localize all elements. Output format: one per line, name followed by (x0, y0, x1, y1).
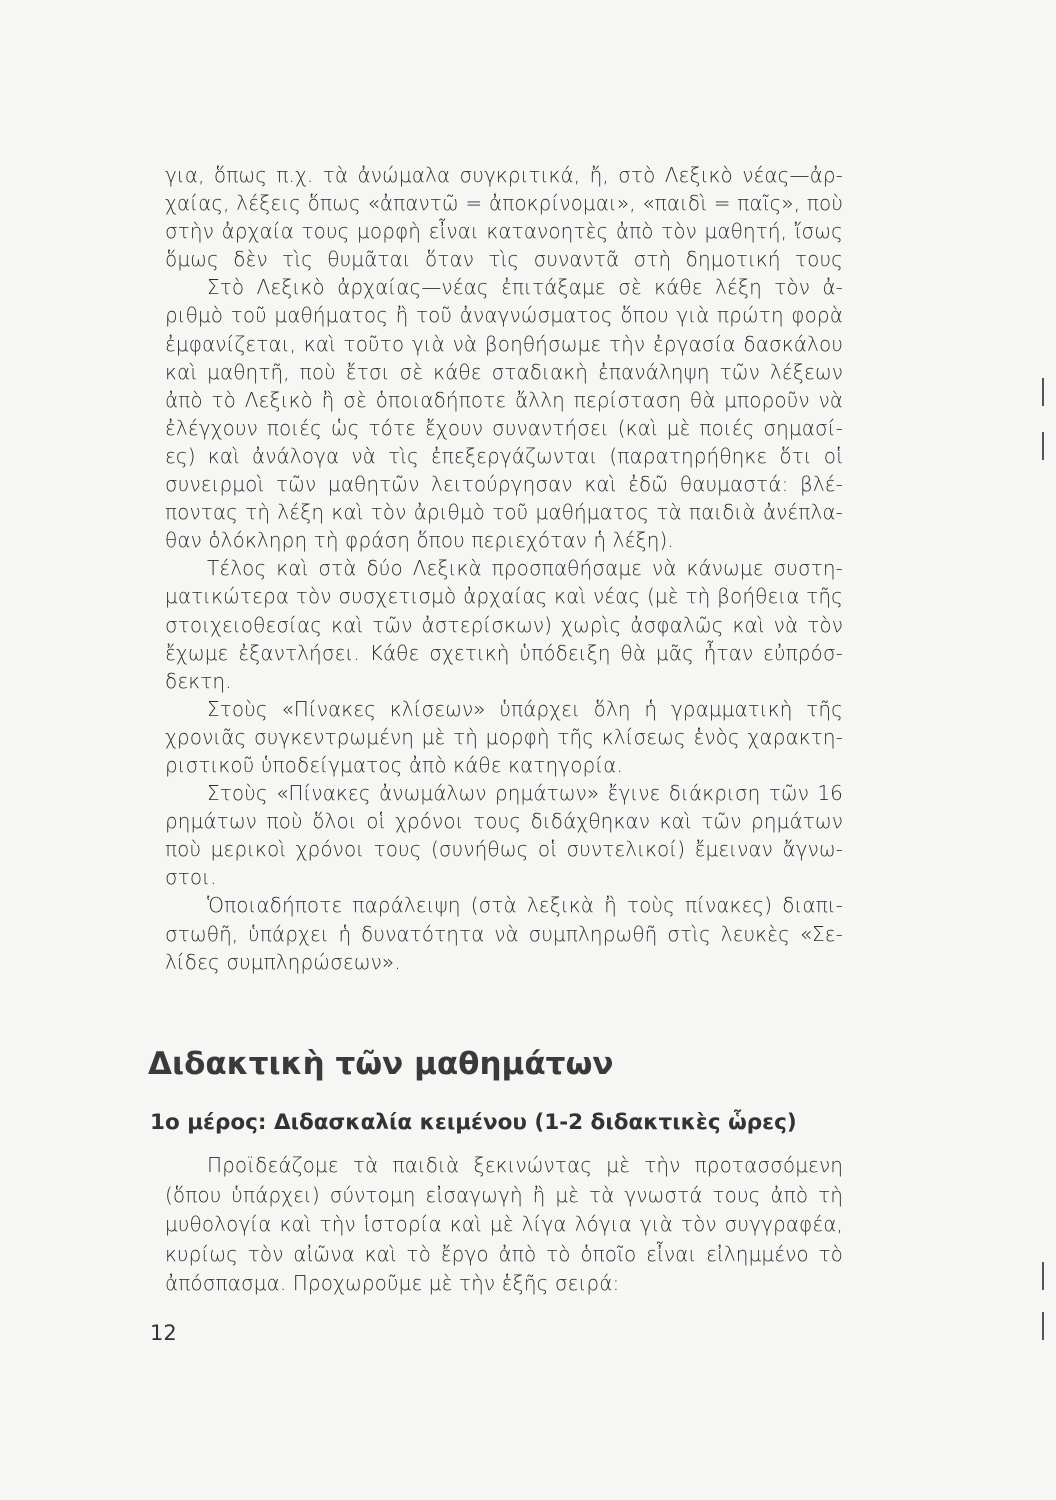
text-line: (ὅπου ὑπάρχει) σύντομη εἰσαγωγὴ ἢ μὲ τὰ γνωστά τους ἀπὸ τὴ (165, 1182, 843, 1207)
text-line: μυθολογία καὶ τὴν ἱστορία καὶ μὲ λίγα λόγια γιὰ τὸν συγγραφέα, (165, 1212, 843, 1236)
page-number: 12 (150, 1321, 177, 1345)
section-paragraph (165, 1151, 843, 1299)
text-line: ἔχωμε ἐξαντλήσει. Κάθε σχετικὴ ὑπόδειξη θὰ μᾶς ἦταν εὐπρόσ- (165, 640, 843, 665)
text-line: Προϊδεάζομε τὰ παιδιὰ ξεκινώντας μὲ τὴν προτασσόμενη (207, 1153, 843, 1177)
text-line: στὴν ἀρχαία τους μορφὴ εἶναι κατανοητὲς ἀπὸ τὸν μαθητή, ἴσως (165, 219, 843, 244)
text-line: ἀπόσπασμα. Προχωροῦμε μὲ τὴν ἑξῆς σειρά: (165, 1271, 620, 1295)
scan-margin-mark (1042, 378, 1044, 406)
text-line: θαν ὁλόκληρη τὴ φράση ὅπου περιεχόταν ἡ λέξη). (165, 528, 674, 553)
text-line: ἐλέγχουν ποιές ὡς τότε ἔχουν συναντήσει (καὶ μὲ ποιές σημασί- (165, 415, 843, 440)
text-line: ες) καὶ ἀνάλογα νὰ τὶς ἐπεξεργάζωνται (παρατηρήθηκε ὅτι οἱ (165, 443, 843, 468)
text-line: Στοὺς «Πίνακες κλίσεων» ὑπάρχει ὅλη ἡ γραμματικὴ τῆς (207, 696, 843, 721)
scan-margin-mark (1042, 1262, 1044, 1290)
text-line: δεκτη. (165, 668, 232, 693)
body-text (165, 161, 843, 976)
text-line: χρονιᾶς συγκεντρωμένη μὲ τὴ μορφὴ τῆς κλίσεως ἑνὸς χαρακτη- (165, 724, 843, 749)
text-line: κυρίως τὸν αἰῶνα καὶ τὸ ἔργο ἀπὸ τὸ ὁποῖο εἶναι εἰλημμένο τὸ (165, 1241, 843, 1266)
text-line: Ὁποιαδήποτε παράλειψη (στὰ λεξικὰ ἢ τοὺς πίνακες) διαπι- (207, 893, 843, 918)
subheading: 1ο μέρος: Διδασκαλία κειμένου (1-2 διδακτικὲς ὧρες) (150, 1110, 797, 1135)
text-line: ποὺ μερικοὶ χρόνοι τους (συνήθως οἱ συντελικοί) ἔμειναν ἄγνω- (165, 837, 843, 862)
text-line: στοιχειοθεσίας καὶ τῶν ἀστερίσκων) χωρὶς ἀσφαλῶς καὶ νὰ τὸν (165, 612, 843, 637)
text-line: καὶ μαθητῆ, ποὺ ἔτσι σὲ κάθε σταδιακὴ ἐπανάληψη τῶν λέξεων (165, 359, 843, 384)
text-line: λίδες συμπληρώσεων». (165, 949, 401, 974)
text-line: ματικώτερα τὸν συσχετισμὸ ἀρχαίας καὶ νέας (μὲ τὴ βοήθεια τῆς (165, 584, 843, 609)
scan-margin-mark (1042, 432, 1044, 460)
text-line: ἀπὸ τὸ Λεξικὸ ἢ σὲ ὁποιαδήποτε ἄλλη περίσταση θὰ μποροῦν νὰ (165, 387, 843, 412)
scan-margin-mark (1042, 1312, 1044, 1340)
text-line: χαίας, λέξεις ὅπως «ἀπαντῶ = ἀποκρίνομαι», «παιδὶ = παῖς», ποὺ (165, 191, 843, 216)
section-heading: Διδακτικὴ τῶν μαθημάτων (148, 1046, 614, 1082)
text-line: ριστικοῦ ὑποδείγματος ἀπὸ κάθε κατηγορία. (165, 752, 623, 777)
text-line: Τέλος καὶ στὰ δύο Λεξικὰ προσπαθήσαμε νὰ κάνωμε συστη- (207, 556, 843, 581)
text-line: Στοὺς «Πίνακες ἀνωμάλων ρημάτων» ἔγινε διάκριση τῶν 16 (207, 781, 843, 806)
text-line: στοι. (165, 865, 217, 890)
text-line: ὅμως δὲν τὶς θυμᾶται ὅταν τὶς συναντᾶ στὴ δημοτική τους (165, 247, 843, 272)
text-line: ρημάτων ποὺ ὅλοι οἱ χρόνοι τους διδάχθηκαν καὶ τῶν ρημάτων (165, 809, 843, 834)
text-line: ποντας τὴ λέξη καὶ τὸν ἀριθμὸ τοῦ μαθήματος τὰ παιδιὰ ἀνέπλα- (165, 500, 843, 525)
text-line: ἐμφανίζεται, καὶ τοῦτο γιὰ νὰ βοηθήσωμε τὴν ἐργασία δασκάλου (165, 331, 843, 356)
text-line: ριθμὸ τοῦ μαθήματος ἢ τοῦ ἀναγνώσματος ὅπου γιὰ πρώτη φορὰ (165, 303, 843, 328)
text-line: για, ὅπως π.χ. τὰ ἀνώμαλα συγκριτικά, ἤ, στὸ Λεξικὸ νέας—ἀρ- (165, 163, 843, 187)
text-line: στωθῆ, ὑπάρχει ἡ δυνατότητα νὰ συμπληρωθῆ στὶς λευκὲς «Σε- (165, 921, 843, 946)
text-line: Στὸ Λεξικὸ ἀρχαίας—νέας ἐπιτάξαμε σὲ κάθε λέξη τὸν ἀ- (207, 275, 843, 300)
text-line: συνειρμοὶ τῶν μαθητῶν λειτούργησαν καὶ ἐδῶ θαυμαστά: βλέ- (165, 472, 843, 497)
